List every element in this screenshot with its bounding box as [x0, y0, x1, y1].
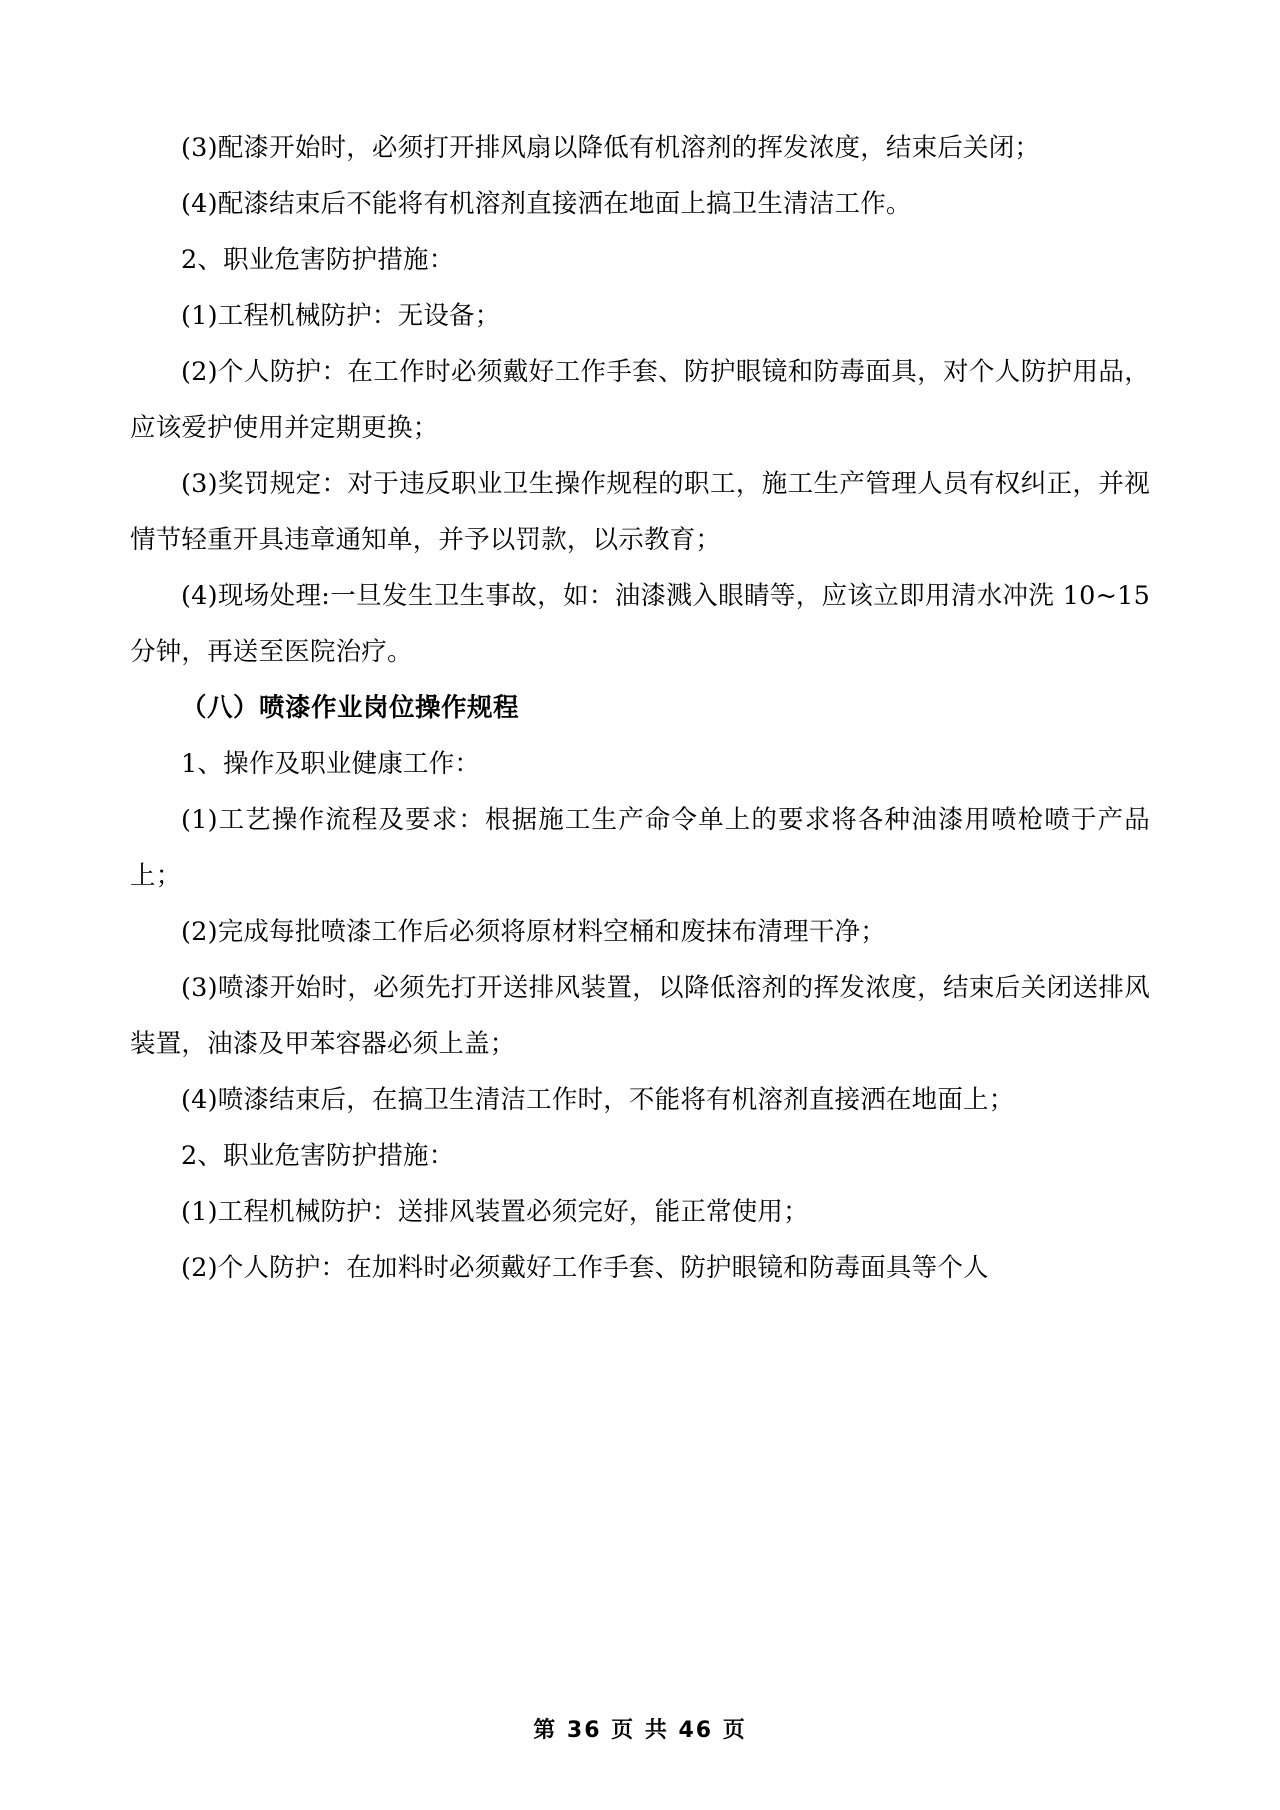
- paragraph: (1)工程机械防护：送排风装置必须完好，能正常使用；: [181, 1197, 809, 1227]
- paragraph: (4)喷漆结束后，在搞卫生清洁工作时，不能将有机溶剂直接洒在地面上；: [181, 1085, 1015, 1115]
- paragraph: (2)个人防护：在加料时必须戴好工作手套、防护眼镜和防毒面具等个人: [181, 1253, 989, 1283]
- paragraph: (4)现场处理:一旦发生卫生事故，如：油漆溅入眼睛等，应该立即用清水冲洗 10~15 分钟，再送至医院治疗。: [130, 581, 1150, 667]
- paragraph: (3)奖罚规定：对于违反职业卫生操作规程的职工，施工生产管理人员有权纠正，并视情节轻重开具违章通知单，并予以罚款，以示教育；: [130, 469, 1150, 555]
- paragraph: 1、操作及职业健康工作：: [181, 749, 481, 779]
- paragraph: (4)配漆结束后不能将有机溶剂直接洒在地面上搞卫生清洁工作。: [181, 189, 912, 219]
- paragraph: (2)个人防护：在工作时必须戴好工作手套、防护眼镜和防毒面具，对个人防护用品，应该爱护使用并定期更换；: [130, 357, 1150, 443]
- paragraph: (2)完成每批喷漆工作后必须将原材料空桶和废抹布清理干净；: [181, 917, 886, 947]
- page-footer: 第 36 页 共 46 页: [533, 1718, 747, 1743]
- paragraph: (3)配漆开始时，必须打开排风扇以降低有机溶剂的挥发浓度，结束后关闭；: [181, 133, 1041, 163]
- paragraph: 2、职业危害防护措施：: [181, 245, 455, 275]
- paragraph: (1)工程机械防护：无设备；: [181, 301, 501, 331]
- document-body: [130, 120, 1150, 1296]
- paragraph: (3)喷漆开始时，必须先打开送排风装置，以降低溶剂的挥发浓度，结束后关闭送排风装置，油漆及甲苯容器必须上盖；: [130, 973, 1150, 1059]
- section-heading: （八）喷漆作业岗位操作规程: [181, 693, 520, 723]
- paragraph: (1)工艺操作流程及要求：根据施工生产命令单上的要求将各种油漆用喷枪喷于产品上；: [130, 805, 1150, 891]
- paragraph: 2、职业危害防护措施：: [181, 1141, 455, 1171]
